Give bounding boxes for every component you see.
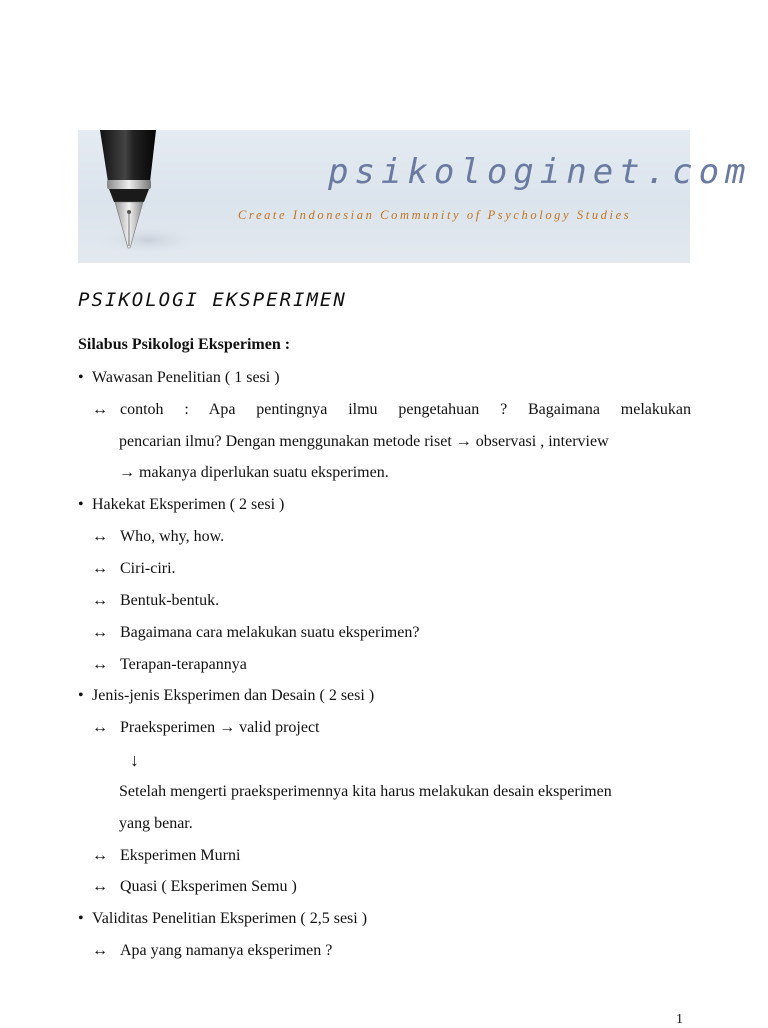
sub-item-note: Setelah mengerti praeksperimennya kita harus melakukan desain eksperimen — [119, 783, 612, 800]
list-item — [78, 368, 280, 388]
syllabus-heading: Silabus Psikologi Eksperimen : — [78, 336, 291, 353]
site-tagline: Create Indonesian Community of Psychology Studies — [238, 208, 632, 222]
page-number: 1 — [676, 1012, 683, 1027]
fountain-pen-icon — [78, 130, 278, 263]
bullet-icon: • — [78, 687, 84, 704]
list-item-label: Wawasan Penelitian ( 1 sesi ) — [92, 369, 280, 386]
site-logo-text: psikologinet.com — [328, 152, 752, 192]
bullet-icon: • — [78, 496, 84, 513]
sub-item — [92, 591, 219, 611]
list-item-label: Hakekat Eksperimen ( 2 sesi ) — [92, 496, 285, 513]
sub-item — [92, 846, 240, 866]
bidirectional-arrow-icon: ↔ — [92, 878, 108, 895]
sub-item-text: Terapan-terapannya — [120, 656, 247, 673]
bidirectional-arrow-icon: ↔ — [92, 560, 108, 577]
sub-item — [92, 623, 419, 643]
bidirectional-arrow-icon: ↔ — [92, 592, 108, 609]
sub-item-continuation: pencarian ilmu? Dengan menggunakan metode riset → observasi , interview — [119, 433, 609, 450]
list-item — [78, 495, 284, 515]
sub-item — [92, 559, 176, 579]
sub-item — [92, 941, 332, 961]
list-item — [78, 909, 367, 929]
bullet-icon: • — [78, 910, 84, 927]
sub-item — [92, 655, 247, 675]
bullet-icon: • — [78, 369, 84, 386]
sub-item-text: Eksperimen Murni — [120, 847, 241, 864]
bidirectional-arrow-icon: ↔ — [92, 624, 108, 641]
bidirectional-arrow-icon: ↔ — [92, 401, 108, 418]
list-item-label: Jenis-jenis Eksperimen dan Desain ( 2 sesi ) — [92, 687, 375, 704]
sub-item-text: Bentuk-bentuk. — [120, 592, 220, 609]
sub-item-text: Bagaimana cara melakukan suatu eksperimen? — [120, 624, 420, 641]
sub-item — [92, 877, 297, 897]
sub-item-text: Apa yang namanya eksperimen ? — [120, 942, 333, 959]
sub-item-text: contoh : Apa pentingnya ilmu pengetahuan ? Bagaimana melakukan — [120, 401, 691, 418]
sub-item — [92, 718, 320, 738]
document-title: PSIKOLOGI EKSPERIMEN — [78, 289, 347, 311]
header-banner — [78, 130, 752, 263]
sub-item-text: Quasi ( Eksperimen Semu ) — [120, 878, 297, 895]
sub-item-note: yang benar. — [119, 815, 193, 832]
sub-item-text: Praeksperimen → valid project — [120, 719, 320, 736]
bidirectional-arrow-icon: ↔ — [92, 942, 108, 959]
sub-item-continuation: → makanya diperlukan suatu eksperimen. — [119, 464, 389, 481]
sub-item-text: Ciri-ciri. — [120, 560, 176, 577]
bidirectional-arrow-icon: ↔ — [92, 847, 108, 864]
sub-item — [92, 527, 224, 547]
bidirectional-arrow-icon: ↔ — [92, 528, 108, 545]
bidirectional-arrow-icon: ↔ — [92, 656, 108, 673]
sub-item — [92, 400, 691, 420]
list-item — [78, 686, 374, 706]
sub-item-text: Who, why, how. — [120, 528, 225, 545]
down-arrow-icon: ↓ — [130, 750, 139, 770]
bidirectional-arrow-icon: ↔ — [92, 719, 108, 736]
list-item-label: Validitas Penelitian Eksperimen ( 2,5 sesi ) — [92, 910, 368, 927]
